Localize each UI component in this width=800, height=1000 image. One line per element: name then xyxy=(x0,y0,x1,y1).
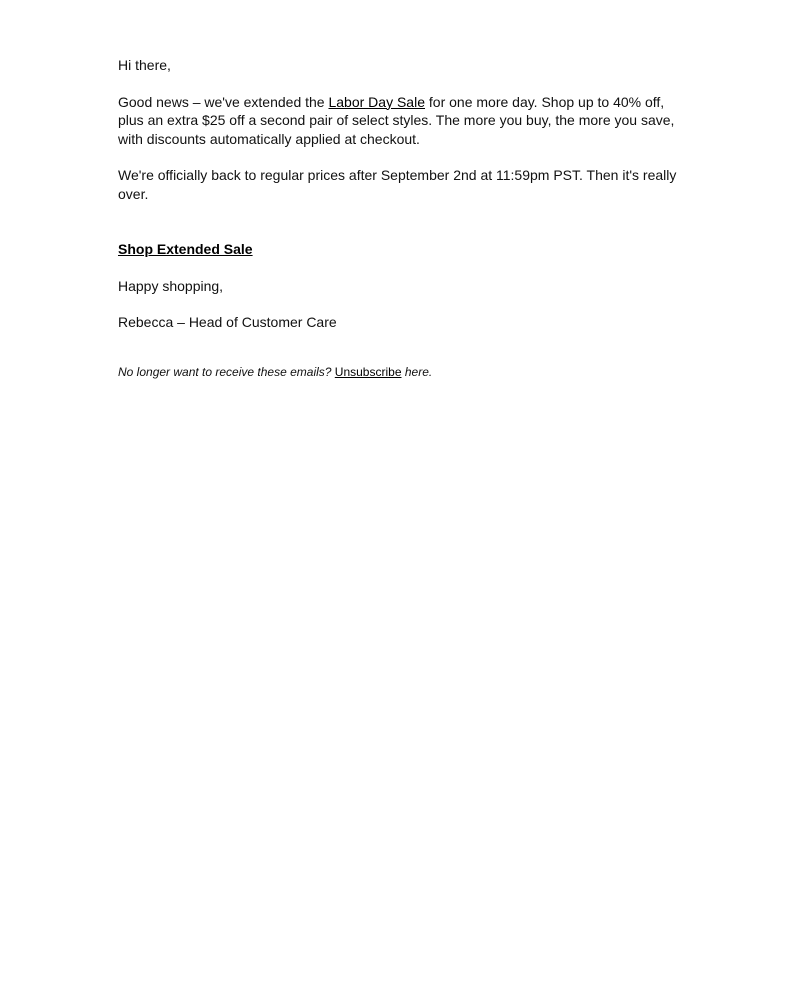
sale-paragraph-intro: Good news – we've extended the xyxy=(118,93,329,110)
unsubscribe-link[interactable]: Unsubscribe xyxy=(334,364,402,379)
unsubscribe-footer xyxy=(118,364,684,380)
email-body xyxy=(118,56,684,380)
shop-extended-sale-link[interactable]: Shop Extended Sale xyxy=(118,241,253,257)
footer-suffix: here. xyxy=(404,364,433,379)
deadline-paragraph: We're officially back to regular prices after September 2nd at 11:59pm PST. Then it's really over. xyxy=(118,167,677,202)
sale-paragraph-details: for one more day. Shop up to 40% off, plus an extra $25 off a second pair of select styles. The more you buy, the more you save, with discounts automatically applied at checkout. xyxy=(118,93,675,147)
signoff-text: Happy shopping, xyxy=(118,277,224,294)
footer-prefix: No longer want to receive these emails? xyxy=(118,364,332,379)
labor-day-sale-link[interactable]: Labor Day Sale xyxy=(328,93,425,110)
sale-paragraph xyxy=(118,93,684,149)
cta-container xyxy=(118,240,684,259)
greeting-text: Hi there, xyxy=(118,57,171,73)
signature-text: Rebecca – Head of Customer Care xyxy=(118,314,337,330)
